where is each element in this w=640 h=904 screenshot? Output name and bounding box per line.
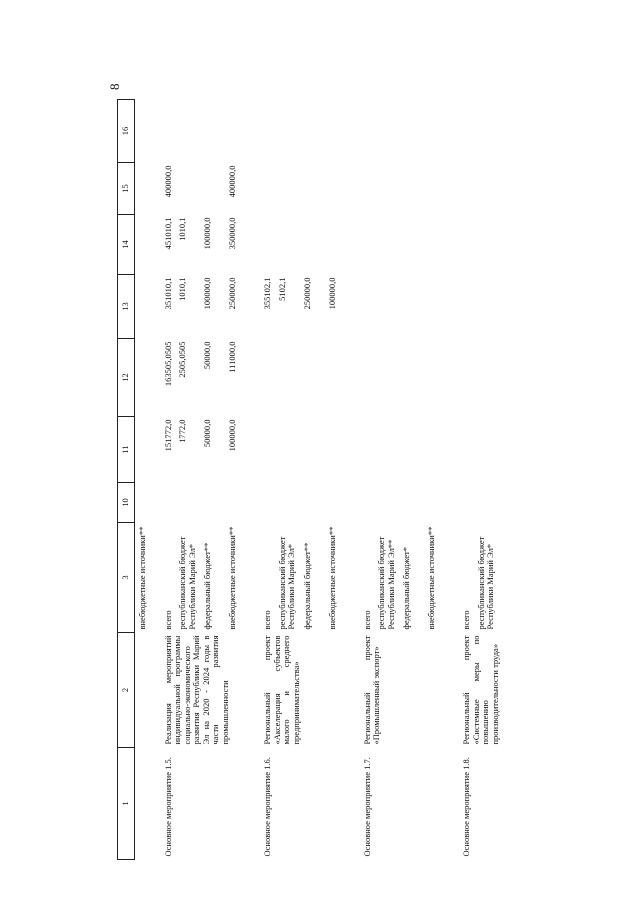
header-col-14: 14 (118, 215, 135, 275)
amount-value (203, 486, 223, 520)
amount-value: 250000,0 (227, 277, 238, 310)
amount-value: 400000,0 (162, 165, 173, 198)
amount-value (263, 166, 272, 212)
amount-column-14 (454, 215, 504, 275)
amount-column-13 (355, 275, 455, 339)
amount-value (302, 342, 322, 414)
amount-value (462, 342, 471, 414)
amount-value (363, 486, 372, 520)
amount-value (462, 166, 471, 212)
amount-value (476, 486, 496, 520)
amount-value (263, 486, 272, 520)
amount-column-12 (255, 339, 355, 417)
amount-column-16 (156, 100, 256, 163)
amount-value: 351010,1 (162, 277, 173, 310)
amount-value (363, 166, 372, 212)
amount-value (462, 420, 471, 480)
amount-value (476, 166, 496, 212)
amount-value (203, 166, 223, 212)
funding-source-label: федеральный бюджет** (301, 542, 312, 630)
amount-value (402, 166, 422, 212)
amount-value: 1010,1 (177, 277, 188, 301)
funding-sources (355, 523, 455, 633)
amount-value (302, 103, 322, 160)
funding-source-label: республиканский бюджет Республики Марий Эл* (475, 536, 496, 630)
funding-source-label: всего (162, 610, 173, 630)
activity-description: Региональный проект «Акселерация субъектов малого и среднего предпринимательства» (262, 635, 301, 745)
amount-value: 50000,0 (202, 419, 213, 448)
amount-value (402, 342, 422, 414)
amount-column-10 (156, 483, 256, 523)
amount-column-11 (156, 417, 256, 483)
amount-column-10 (454, 483, 504, 523)
amount-value (302, 166, 322, 212)
amount-value (363, 420, 372, 480)
amount-column-11 (454, 417, 504, 483)
amount-value (377, 420, 397, 480)
amount-value: 400000,0 (227, 165, 238, 198)
funding-source-label: всего (361, 610, 372, 630)
amount-column-16 (454, 100, 504, 163)
amount-value (178, 166, 198, 212)
amount-column-11 (355, 417, 455, 483)
amount-value (402, 103, 422, 160)
funding-sources (156, 523, 256, 633)
amount-value: 163505,0505 (162, 341, 173, 387)
amount-value (476, 420, 496, 480)
amount-value: 5102,1 (276, 277, 287, 301)
amount-value (277, 218, 297, 272)
amount-value (164, 486, 173, 520)
amount-value (363, 103, 372, 160)
page-number: 8 (107, 83, 122, 90)
amount-value (476, 342, 496, 414)
amount-value (228, 103, 248, 160)
amount-column-15 (355, 163, 455, 215)
amount-value (377, 342, 397, 414)
amount-column-13 (255, 275, 355, 339)
funding-source-label: республиканский бюджет Республики Марий Эл* (177, 536, 197, 630)
amount-value (327, 166, 347, 212)
header-col-3: 3 (118, 523, 135, 633)
amount-value (263, 103, 272, 160)
amount-column-15 (255, 163, 355, 215)
amount-value (277, 166, 297, 212)
amount-value (476, 103, 496, 160)
header-col-13: 13 (118, 275, 135, 339)
amount-value (377, 486, 397, 520)
activity-number: Основное мероприятие 1.5. (162, 757, 173, 857)
amount-column-16 (355, 100, 455, 163)
funding-source-label: внебюджетные источники** (326, 526, 337, 630)
amount-value (402, 420, 422, 480)
amount-value (363, 342, 372, 414)
amount-value: 50000,0 (202, 341, 213, 370)
amount-value (327, 342, 347, 414)
header-col-10: 10 (118, 483, 135, 523)
rotated-document (95, 83, 515, 870)
amount-value: 151772,0 (162, 419, 173, 452)
amount-value: 250000,0 (301, 277, 312, 310)
amount-value (427, 342, 447, 414)
activity-row (156, 100, 256, 860)
activity-number: Основное мероприятие 1.8. (461, 757, 472, 857)
amount-value (164, 103, 173, 160)
amount-column-15 (454, 163, 504, 215)
amount-value (402, 486, 422, 520)
funding-sources (454, 523, 504, 633)
amount-column-13 (454, 275, 504, 339)
amount-value (302, 486, 322, 520)
amount-value (327, 420, 347, 480)
funding-sources (255, 523, 355, 633)
amount-value (427, 420, 447, 480)
activity-description: Региональный проект «Системные меры по повышению производительности труда» (461, 635, 500, 745)
amount-value (462, 218, 471, 272)
funding-source-label: федеральный бюджет* (401, 547, 412, 630)
amount-value (277, 103, 297, 160)
amount-value (327, 103, 347, 160)
amount-column-12 (454, 339, 504, 417)
amount-value: 2505,0505 (177, 341, 188, 378)
funding-source-label: всего (262, 610, 273, 630)
amount-value (402, 218, 422, 272)
amount-column-13 (156, 275, 256, 339)
amount-value (302, 420, 322, 480)
amount-value (377, 166, 397, 212)
amount-column-14 (355, 215, 455, 275)
header-col-15: 15 (118, 163, 135, 215)
amount-value (377, 278, 397, 336)
amount-value (363, 278, 372, 336)
header-col-16: 16 (118, 100, 135, 163)
header-col-11: 11 (118, 417, 135, 483)
amount-value (263, 342, 272, 414)
amount-value (327, 218, 347, 272)
header-row (118, 100, 135, 860)
amount-value (263, 218, 272, 272)
continuation-row (135, 100, 156, 860)
activity-description: Реализация мероприятий индивидуальной программы социально-экономического развития Республики Марий Эл на 2020 - 2024 годы в части развития промышленности (162, 635, 230, 745)
amount-value (476, 278, 496, 336)
activity-number: Основное мероприятие 1.6. (262, 757, 273, 857)
budget-table (117, 99, 504, 860)
funding-source-label: всего (461, 610, 472, 630)
amount-column-12 (156, 339, 256, 417)
amount-value (427, 103, 447, 160)
amount-column-11 (255, 417, 355, 483)
amount-value (178, 486, 198, 520)
amount-value (476, 218, 496, 272)
funding-source-label: внебюджетные источники** (426, 526, 437, 630)
amount-column-10 (255, 483, 355, 523)
amount-value (178, 103, 198, 160)
funding-source-label: республиканский бюджет Республики Марий Эл* (276, 536, 297, 630)
amount-value: 100000,0 (227, 419, 238, 452)
activity-number: Основное мероприятие 1.7. (361, 757, 372, 857)
amount-column-14 (156, 215, 256, 275)
amount-value (402, 278, 422, 336)
amount-value (427, 278, 447, 336)
amount-column-15 (156, 163, 256, 215)
header-col-1: 1 (118, 748, 135, 860)
funding-source-label: республиканский бюджет Республики Марий Эл** (376, 536, 396, 630)
amount-column-10 (355, 483, 455, 523)
amount-value: 451010,1 (162, 217, 173, 250)
header-col-2: 2 (118, 633, 135, 748)
amount-value (462, 486, 471, 520)
amount-value (302, 218, 322, 272)
amount-value (263, 420, 272, 480)
amount-value: 100000,0 (202, 217, 213, 250)
amount-column-16 (255, 100, 355, 163)
amount-value (203, 103, 223, 160)
amount-value (377, 218, 397, 272)
amount-value: 1772,0 (177, 419, 188, 443)
activity-row (255, 100, 355, 860)
amount-column-14 (255, 215, 355, 275)
activity-description: Региональный проект «Промышленный экспорт» (361, 635, 382, 745)
amount-value (427, 218, 447, 272)
amount-value (377, 103, 397, 160)
amount-value (277, 342, 297, 414)
funding-source-label: федеральный бюджет** (202, 542, 213, 630)
activity-row (355, 100, 455, 860)
amount-value (277, 486, 297, 520)
amount-value (427, 166, 447, 212)
amount-value: 355102,1 (262, 277, 273, 310)
continuation-source: внебюджетные источники** (137, 526, 147, 630)
amount-value (462, 103, 471, 160)
amount-value (427, 486, 447, 520)
amount-value (228, 486, 248, 520)
amount-value (462, 278, 471, 336)
funding-source-label: внебюджетные источники** (227, 526, 238, 630)
amount-value: 350000,0 (227, 217, 238, 250)
amount-value (327, 486, 347, 520)
amount-value (277, 420, 297, 480)
amount-column-12 (355, 339, 455, 417)
amount-value: 100000,0 (202, 277, 213, 310)
amount-value: 111000,0 (227, 341, 238, 373)
amount-value: 100000,0 (326, 277, 337, 310)
amount-value: 1010,1 (177, 217, 188, 241)
amount-value (363, 218, 372, 272)
activity-row (454, 100, 504, 860)
header-col-12: 12 (118, 339, 135, 417)
